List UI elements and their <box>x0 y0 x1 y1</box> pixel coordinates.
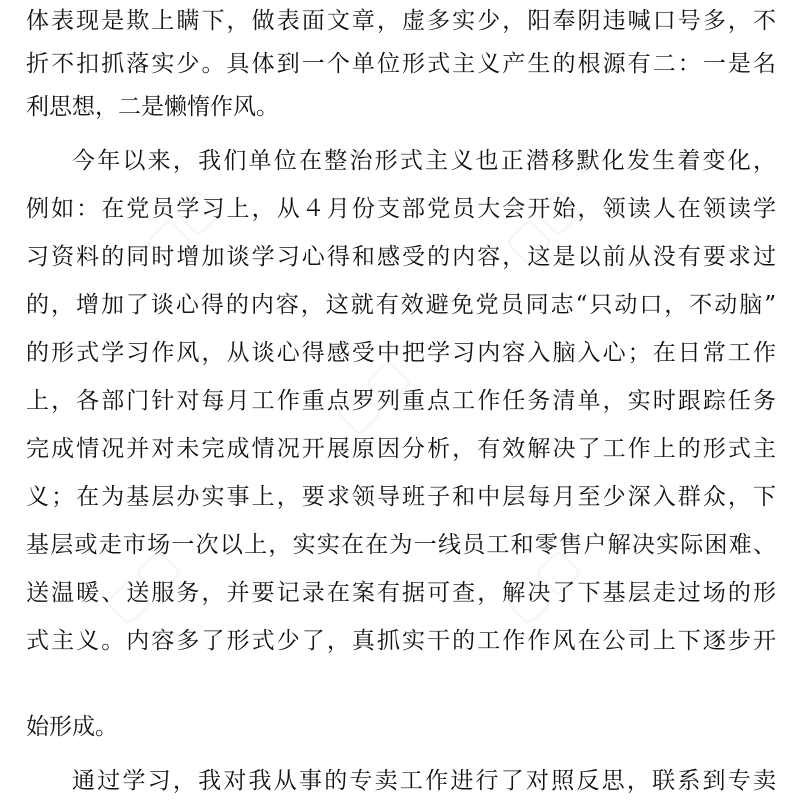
text-line: 完成情况并对未完成情况开展原因分析，有效解决了工作上的形式主 <box>26 436 776 462</box>
text-line: 习资料的同时增加谈学习心得和感受的内容，这是以前从没有要求过 <box>26 244 776 270</box>
text-line: 折不扣抓落实少。具体到一个单位形式主义产生的根源有二：一是名 <box>26 51 776 77</box>
text-line: 的，增加了谈心得的内容，这就有效避免党员同志“只动口，不动脑” <box>26 292 776 318</box>
text-line: 基层或走市场一次以上，实实在在为一线员工和零售户解决实际困难、 <box>26 532 776 558</box>
text-line: 今年以来，我们单位在整治形式主义也正潜移默化发生着变化， <box>72 148 776 174</box>
text-line: 式主义。内容多了形式少了，真抓实干的工作作风在公司上下逐步开 <box>26 628 776 654</box>
text-line: 义；在为基层办实事上，要求领导班子和中层每月至少深入群众，下 <box>26 484 776 510</box>
text-line: 体表现是欺上瞒下，做表面文章，虚多实少，阳奉阴违喊口号多，不 <box>26 8 776 34</box>
text-line: 通过学习，我对我从事的专卖工作进行了对照反思，联系到专卖 <box>72 768 776 794</box>
text-line: 上，各部门针对每月工作重点罗列重点工作任务清单，实时跟踪任务 <box>26 388 776 414</box>
text-line: 的形式学习作风，从谈心得感受中把学习内容入脑入心；在日常工作 <box>26 340 776 366</box>
text-line: 送温暖、送服务，并要记录在案有据可查，解决了下基层走过场的形 <box>26 580 776 606</box>
text-line: 始形成。 <box>26 714 118 740</box>
text-line: 例如：在党员学习上，从４月份支部党员大会开始，领读人在领读学 <box>26 196 776 222</box>
text-line: 利思想，二是懒惰作风。 <box>26 94 279 120</box>
